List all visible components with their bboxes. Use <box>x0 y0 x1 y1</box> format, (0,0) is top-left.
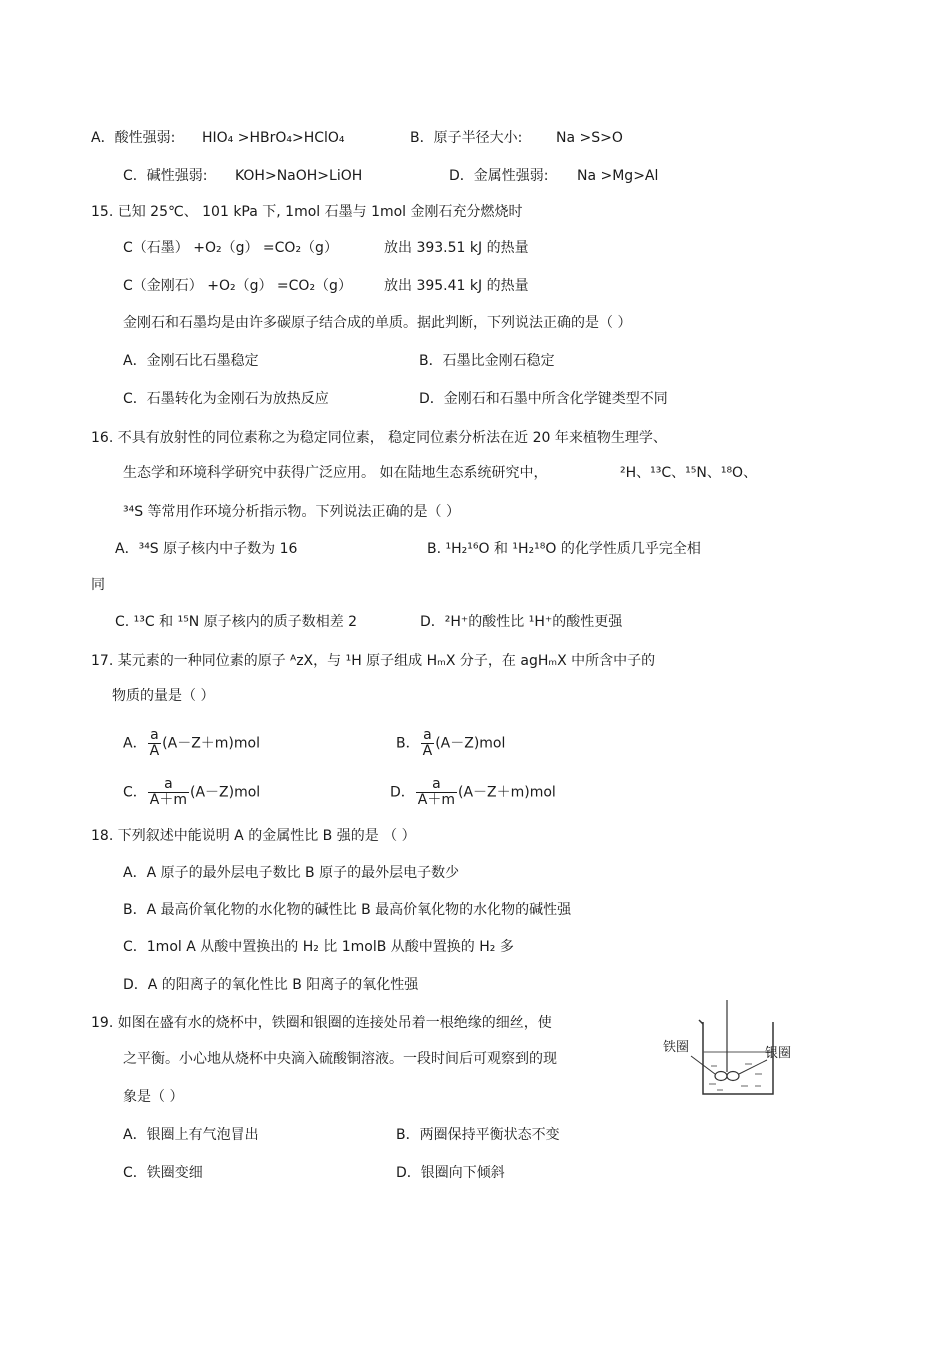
q14-option-a-label: A．酸性强弱: <box>91 130 176 146</box>
q17-option-a <box>123 728 260 759</box>
figure-label-silver: 银圈 <box>765 1046 792 1061</box>
q17-option-a-denominator: A <box>149 743 160 759</box>
silver-ring <box>727 1072 739 1081</box>
q17-option-b-denominator: A <box>422 743 433 759</box>
q16-line-2-isotopes: ²H、¹³C、¹⁵N、¹⁸O、 <box>620 465 758 481</box>
q19-option-b: B．两圈保持平衡状态不变 <box>396 1127 560 1143</box>
q15-option-b: B．石墨比金刚石稳定 <box>419 353 555 369</box>
q14-option-d-label: D．金属性强弱: <box>449 168 549 184</box>
q17-line-2: 物质的量是（ ） <box>112 688 215 704</box>
q17-option-d-denominator: A＋m <box>417 792 455 808</box>
q17-line-1: 17. 某元素的一种同位素的原子 ᴬzX，与 ¹H 原子组成 HₘX 分子，在 agHₘX 中所含中子的 <box>91 653 656 669</box>
q17-option-b-expression: (A－Z)mol <box>435 735 506 752</box>
q17-option-b-numerator: a <box>421 728 435 744</box>
q15-equation-diamond-heat: 放出 395.41 kJ 的热量 <box>384 278 529 294</box>
q18-option-b: B．A 最高价氧化物的水化物的碱性比 B 最高价氧化物的水化物的碱性强 <box>123 902 572 918</box>
q15-question: 金刚石和石墨均是由许多碳原子结合成的单质。据此判断，下列说法正确的是（ ） <box>123 315 632 331</box>
q17-option-c-fraction <box>148 777 189 808</box>
q14-option-d-text: Na >Mg>Al <box>577 168 659 184</box>
q17-option-b <box>396 728 505 759</box>
q16-option-a: A．³⁴S 原子核内中子数为 16 <box>115 541 298 557</box>
q17-option-a-fraction <box>148 728 162 759</box>
q14-option-c-text: KOH>NaOH>LiOH <box>235 168 363 184</box>
q18-stem: 18. 下列叙述中能说明 A 的金属性比 B 强的是 （ ） <box>91 828 416 844</box>
q17-option-b-label: B． <box>396 735 420 752</box>
q15-stem: 15. 已知 25℃、 101 kPa 下, 1mol 石墨与 1mol 金刚石充分燃烧时 <box>91 204 523 220</box>
q17-option-c-numerator: a <box>148 777 189 793</box>
q16-option-c: C. ¹³C 和 ¹⁵N 原子核内的质子数相差 2 <box>115 614 358 630</box>
q17-option-a-label: A． <box>123 735 147 752</box>
q17-option-a-expression: (A－Z＋m)mol <box>162 735 260 752</box>
q16-line-3: ³⁴S 等常用作环境分析指示物。下列说法正确的是（ ） <box>123 504 461 520</box>
q17-option-c-label: C． <box>123 784 147 801</box>
q17-option-d <box>390 777 556 808</box>
q14-option-b-label: B．原子半径大小: <box>410 130 523 146</box>
q17-option-d-numerator: a <box>416 777 457 793</box>
q19-option-a: A．银圈上有气泡冒出 <box>123 1127 259 1143</box>
q16-line-1: 16. 不具有放射性的同位素称之为稳定同位素， 稳定同位素分析法在近 20 年来植物生理学、 <box>91 430 667 446</box>
beaker-outline <box>703 1022 773 1094</box>
q17-option-d-fraction <box>416 777 457 808</box>
water-marks <box>709 1064 762 1090</box>
figure-label-iron: 铁圈 <box>663 1040 690 1055</box>
q16-line-2: 生态学和环境科学研究中获得广泛应用。 如在陆地生态系统研究中， <box>123 465 548 481</box>
q15-equation-graphite-heat: 放出 393.51 kJ 的热量 <box>384 240 529 256</box>
q19-line-3: 象是（ ） <box>123 1089 184 1105</box>
q17-option-b-fraction <box>421 728 435 759</box>
q17-option-c-expression: (A－Z)mol <box>190 784 261 801</box>
q16-option-b: B. ¹H₂¹⁶O 和 ¹H₂¹⁸O 的化学性质几乎完全相 <box>427 541 701 557</box>
q16-option-d: D．²H⁺的酸性比 ¹H⁺的酸性更强 <box>420 614 623 630</box>
q17-option-a-numerator: a <box>148 728 162 744</box>
q19-option-c: C．铁圈变细 <box>123 1165 203 1181</box>
q15-option-a: A．金刚石比石墨稳定 <box>123 353 259 369</box>
q19-option-d: D．银圈向下倾斜 <box>396 1165 505 1181</box>
q17-option-d-expression: (A－Z＋m)mol <box>458 784 556 801</box>
q14-option-c-label: C．碱性强弱: <box>123 168 208 184</box>
q15-equation-graphite: C（石墨） +O₂（g） =CO₂（g） <box>123 240 338 256</box>
q15-equation-diamond: C（金刚石） +O₂（g） =CO₂（g） <box>123 278 352 294</box>
q19-line-2: 之平衡。小心地从烧杯中央滴入硫酸铜溶液。一段时间后可观察到的现 <box>123 1051 557 1067</box>
q17-option-c <box>123 777 260 808</box>
q14-option-b-text: Na >S>O <box>556 130 623 146</box>
q18-option-c: C．1mol A 从酸中置换出的 H₂ 比 1molB 从酸中置换的 H₂ 多 <box>123 939 514 955</box>
q15-option-d: D．金刚石和石墨中所含化学键类型不同 <box>419 391 668 407</box>
q18-option-d: D．A 的阳离子的氧化性比 B 阳离子的氧化性强 <box>123 977 419 993</box>
q15-option-c: C．石墨转化为金刚石为放热反应 <box>123 391 329 407</box>
iron-ring <box>715 1072 727 1081</box>
q18-option-a: A．A 原子的最外层电子数比 B 原子的最外层电子数少 <box>123 865 460 881</box>
q19-line-1: 19. 如图在盛有水的烧杯中，铁圈和银圈的连接处吊着一根绝缘的细丝，使 <box>91 1015 552 1031</box>
silver-leader-line <box>739 1060 767 1074</box>
q16-option-b-continued: 同 <box>91 577 105 593</box>
q17-option-c-denominator: A＋m <box>149 792 187 808</box>
q17-option-d-label: D． <box>390 784 415 801</box>
beaker-figure <box>655 1000 805 1100</box>
q14-option-a-text: HIO₄ >HBrO₄>HClO₄ <box>202 130 345 146</box>
